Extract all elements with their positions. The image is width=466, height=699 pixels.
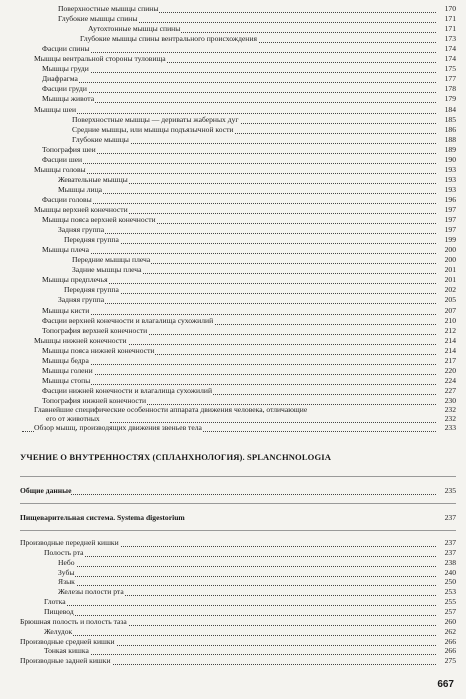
toc-entry <box>0 336 466 346</box>
toc-entry-text: Небо <box>58 557 75 567</box>
toc-entry <box>0 165 466 175</box>
toc-entry-text: Мышцы плеча <box>42 245 89 255</box>
toc-entry-text: Аутохтонные мышцы спины <box>88 24 181 34</box>
dot-leader <box>42 161 446 164</box>
toc-entry <box>0 205 466 215</box>
toc-page-number: 197 <box>436 215 456 225</box>
dot-leader <box>64 291 446 294</box>
toc-entry-text: Топография верхней конечности <box>42 325 148 335</box>
toc-entry-text: Задние мышцы плеча <box>72 265 142 275</box>
toc-entry <box>0 175 466 185</box>
toc-page-number: 205 <box>436 295 456 305</box>
dot-leader <box>44 633 446 636</box>
divider <box>20 476 456 477</box>
toc-entry <box>0 115 466 125</box>
toc-entry-text: Производные передней кишки <box>20 538 119 547</box>
toc-page-number: 189 <box>436 145 456 155</box>
dot-leader <box>34 171 446 174</box>
toc-page-number: 178 <box>436 84 456 94</box>
dot-leader <box>42 80 446 83</box>
dot-leader <box>42 201 446 204</box>
toc-entry <box>0 34 466 44</box>
toc-entry-text: Задняя группа <box>58 295 105 305</box>
toc-page-number: 214 <box>436 346 456 356</box>
toc-entry <box>0 386 466 396</box>
dot-leader <box>44 554 446 557</box>
toc-entry-text: Зубы <box>58 567 75 577</box>
toc-entry-text: Фасции спины <box>42 44 90 54</box>
toc-page-number: 190 <box>436 155 456 165</box>
dot-leader <box>42 251 446 254</box>
toc-page-number: 255 <box>436 597 456 607</box>
toc-entry-text: Обзор мышц, производящих движения звеньев тела <box>34 423 202 432</box>
toc-entry <box>0 376 466 386</box>
toc-entry <box>0 587 466 597</box>
dot-leader <box>42 312 446 315</box>
toc-entry-text: Передняя группа <box>64 285 119 295</box>
toc-page-number: 224 <box>436 376 456 386</box>
toc-entry-text: Мышцы живота <box>42 94 95 104</box>
toc-entry-text: Общие данные <box>20 486 72 495</box>
toc-entry-text: Пищеварительная система. Systema digestorium <box>20 513 185 522</box>
toc-entry <box>0 326 466 336</box>
toc-page-number: 202 <box>436 285 456 295</box>
toc-page-number: 237 <box>436 538 456 548</box>
toc-entry <box>0 44 466 54</box>
dot-leader <box>64 241 446 244</box>
toc-entry <box>0 548 466 558</box>
toc-entry-text: Производные задней кишки <box>20 656 111 666</box>
section-title: УЧЕНИЕ О ВНУТРЕННОСТЯХ (СПЛАНХНОЛОГИЯ). SPLANCHNOLOGIA <box>20 452 331 462</box>
dot-leader <box>44 652 446 655</box>
toc-page-number: 232 <box>436 405 456 414</box>
dot-leader <box>58 574 446 577</box>
toc-entry-text: Фасции головы <box>42 194 92 204</box>
toc-page-number: 197 <box>436 225 456 235</box>
toc-page-number: 240 <box>436 568 456 578</box>
toc-entry-text: Мышцы груди <box>42 64 89 74</box>
toc-entry <box>0 125 466 135</box>
toc-entry-text: Мышцы шеи <box>34 104 77 114</box>
toc-page-number: 201 <box>436 275 456 285</box>
toc-entry <box>0 185 466 195</box>
dot-leader <box>44 603 446 606</box>
toc-entry-text: Мышцы стопы <box>42 375 91 385</box>
toc-page-number: 253 <box>436 587 456 597</box>
toc-entry-text: Средние мышцы, или мышцы подъязычной кости <box>72 124 234 134</box>
toc-entry <box>0 346 466 356</box>
toc-page-number: 186 <box>436 125 456 135</box>
toc-entry-text: Глубокие мышцы спины вентрального происхождения <box>80 34 257 44</box>
toc-page-number: 174 <box>436 44 456 54</box>
toc-entry-text: Желудок <box>44 626 73 636</box>
toc-entry <box>0 597 466 607</box>
toc-entry-specific-features <box>0 405 466 424</box>
toc-page-number: 171 <box>436 14 456 24</box>
toc-page-number: 210 <box>436 316 456 326</box>
toc-page-number: 227 <box>436 386 456 396</box>
toc-entry <box>0 306 466 316</box>
toc-page-number: 237 <box>436 548 456 558</box>
dot-leader <box>22 492 446 495</box>
toc-entry-text: Мышцы бедра <box>42 355 89 365</box>
dot-leader <box>58 231 446 234</box>
toc-page-number: 233 <box>436 423 456 433</box>
toc-entry-text: Пищевод <box>44 606 74 616</box>
toc-entry <box>0 316 466 326</box>
toc-entry <box>0 646 466 656</box>
toc-entry <box>0 24 466 34</box>
toc-entry <box>0 617 466 627</box>
toc-entry-text: Фасции шеи <box>42 154 83 164</box>
toc-entry-text: Мышцы вентральной стороны туловища <box>34 54 166 64</box>
toc-entry <box>0 538 466 548</box>
toc-page-number: 266 <box>436 637 456 647</box>
toc-page-number: 238 <box>436 558 456 568</box>
toc-entry <box>0 637 466 647</box>
toc-entry-text: Мышцы предплечья <box>42 275 108 285</box>
toc-entry-text: Топография шеи <box>42 144 96 154</box>
toc-entry-text: Мышцы кисти <box>42 305 90 315</box>
toc-entry <box>0 245 466 255</box>
toc-page-number: 275 <box>436 656 456 666</box>
toc-entry <box>0 235 466 245</box>
toc-entry-text: Мышцы пояса верхней конечности <box>42 215 156 225</box>
toc-page-number: 257 <box>436 607 456 617</box>
dot-leader <box>42 362 446 365</box>
toc-entry <box>0 366 466 376</box>
toc-entry <box>0 627 466 637</box>
toc-entry-text: Брюшная полость и полость таза <box>20 616 127 626</box>
toc-entry-text: Фасции груди <box>42 84 87 94</box>
divider <box>20 503 456 504</box>
toc-page-number: 214 <box>436 336 456 346</box>
toc-page-number: 173 <box>436 34 456 44</box>
dot-leader <box>58 583 446 586</box>
toc-entry-text-line2: его от животных <box>34 414 100 423</box>
toc-page-number: 177 <box>436 74 456 84</box>
toc-entry <box>0 265 466 275</box>
toc-page-number: 250 <box>436 577 456 587</box>
toc-page-number: 184 <box>436 105 456 115</box>
page-number: 667 <box>437 679 454 690</box>
toc-page-number: 260 <box>436 617 456 627</box>
toc-entry-text: Полость рта <box>44 547 84 557</box>
toc-page-number: 179 <box>436 94 456 104</box>
toc-page-number: 197 <box>436 205 456 215</box>
toc-entry-text: Топография нижней конечности <box>42 395 147 405</box>
toc-page-number: 200 <box>436 255 456 265</box>
toc-page-number: 175 <box>436 64 456 74</box>
toc-entry <box>0 558 466 568</box>
toc-entry-text: Фасции верхней конечности и влагалища сухожилий <box>42 315 214 325</box>
toc-entry-text: Глотка <box>44 597 66 607</box>
toc-entry-text: Фасции нижней конечности и влагалища сухожилий <box>42 385 213 395</box>
toc-page-number: 174 <box>436 54 456 64</box>
toc-entry <box>0 295 466 305</box>
dot-leader <box>42 372 446 375</box>
toc-entry-text: Глубокие мышцы спины <box>58 14 138 24</box>
toc-entry <box>0 255 466 265</box>
toc-entry <box>0 155 466 165</box>
toc-entry <box>0 225 466 235</box>
toc-page-number: 220 <box>436 366 456 376</box>
toc-entry-text: Поверхностные мышцы спины <box>58 4 159 13</box>
toc-page-number: 185 <box>436 115 456 125</box>
toc-entry-text: Жевательные мышцы <box>58 174 128 184</box>
toc-page-number: 196 <box>436 195 456 205</box>
dot-leader <box>58 564 446 567</box>
toc-entry-text: Мышцы головы <box>34 164 86 174</box>
toc-entry-text: Тонкая кишка <box>44 646 89 656</box>
toc-entry-digestive-system <box>0 513 466 523</box>
dot-leader <box>58 301 446 304</box>
toc-entry <box>0 84 466 94</box>
toc-entry-text: Железы полости рта <box>58 587 124 597</box>
toc-entry <box>0 145 466 155</box>
toc-entry <box>0 577 466 587</box>
toc-entry <box>0 4 466 14</box>
toc-entry <box>0 14 466 24</box>
toc-entry-text: Производные средней кишки <box>20 636 115 646</box>
toc-entry-text: Поверхностные мышцы — дериваты жаберных дуг <box>72 114 239 124</box>
toc-entry-text: Мышцы лица <box>58 184 103 194</box>
toc-entry-text: Мышцы нижней конечности <box>34 335 127 345</box>
toc-entry <box>0 656 466 666</box>
toc-entry-text: Язык <box>58 577 75 587</box>
toc-entry-text-line1: Главнейшие специфические особенности аппарата движения человека, отличающие <box>34 405 308 414</box>
toc-page-number: 212 <box>436 326 456 336</box>
toc-entry <box>0 607 466 617</box>
toc-entry-text: Мышцы голени <box>42 365 93 375</box>
toc-page-number: 188 <box>436 135 456 145</box>
dot-leader <box>58 191 446 194</box>
dot-leader <box>44 613 446 616</box>
dot-leader <box>42 382 446 385</box>
toc-page-number: 266 <box>436 646 456 656</box>
toc-entry-text: Глубокие мышцы <box>72 134 129 144</box>
toc-page-number: 237 <box>436 513 456 523</box>
divider <box>20 530 456 531</box>
toc-entry <box>0 215 466 225</box>
toc-entry <box>0 356 466 366</box>
toc-page-number: 199 <box>436 235 456 245</box>
dot-leader <box>42 70 446 73</box>
toc-page-number: 232 <box>436 414 456 423</box>
toc-entry <box>0 94 466 104</box>
dot-leader <box>42 100 446 103</box>
toc-entry-text: Диафрагма <box>42 74 78 84</box>
toc-entry <box>0 275 466 285</box>
toc-page-number: 170 <box>436 4 456 14</box>
toc-page-number: 200 <box>436 245 456 255</box>
toc-entry-text: Передняя группа <box>64 235 119 245</box>
toc-page-number: 193 <box>436 165 456 175</box>
toc-entry <box>0 105 466 115</box>
toc-entry <box>0 64 466 74</box>
dot-leader <box>34 111 446 114</box>
toc-entry-text: Мышцы верхней конечности <box>34 205 128 214</box>
toc-entry <box>0 135 466 145</box>
toc-entry <box>0 195 466 205</box>
toc-entry-muscle-overview <box>0 423 466 433</box>
toc-entry <box>0 74 466 84</box>
toc-entry <box>0 54 466 64</box>
toc-page-number: 235 <box>436 486 456 496</box>
toc-page-number: 207 <box>436 306 456 316</box>
toc-page-number: 171 <box>436 24 456 34</box>
toc-page-number: 193 <box>436 185 456 195</box>
toc-entry-text: Задняя группа <box>58 225 105 235</box>
dot-leader <box>42 151 446 154</box>
dot-leader <box>42 50 446 53</box>
dot-leader <box>42 90 446 93</box>
toc-page-number: 262 <box>436 627 456 637</box>
toc-page-number: 201 <box>436 265 456 275</box>
toc-entry-text: Мышцы пояса нижней конечности <box>42 345 155 355</box>
toc-entry <box>0 568 466 578</box>
toc-entry-general-data <box>0 486 466 496</box>
toc-entry <box>0 285 466 295</box>
toc-page-number: 193 <box>436 175 456 185</box>
toc-page-number: 230 <box>436 396 456 406</box>
toc-page-number: 217 <box>436 356 456 366</box>
toc-entry-text: Передние мышцы плеча <box>72 255 151 265</box>
